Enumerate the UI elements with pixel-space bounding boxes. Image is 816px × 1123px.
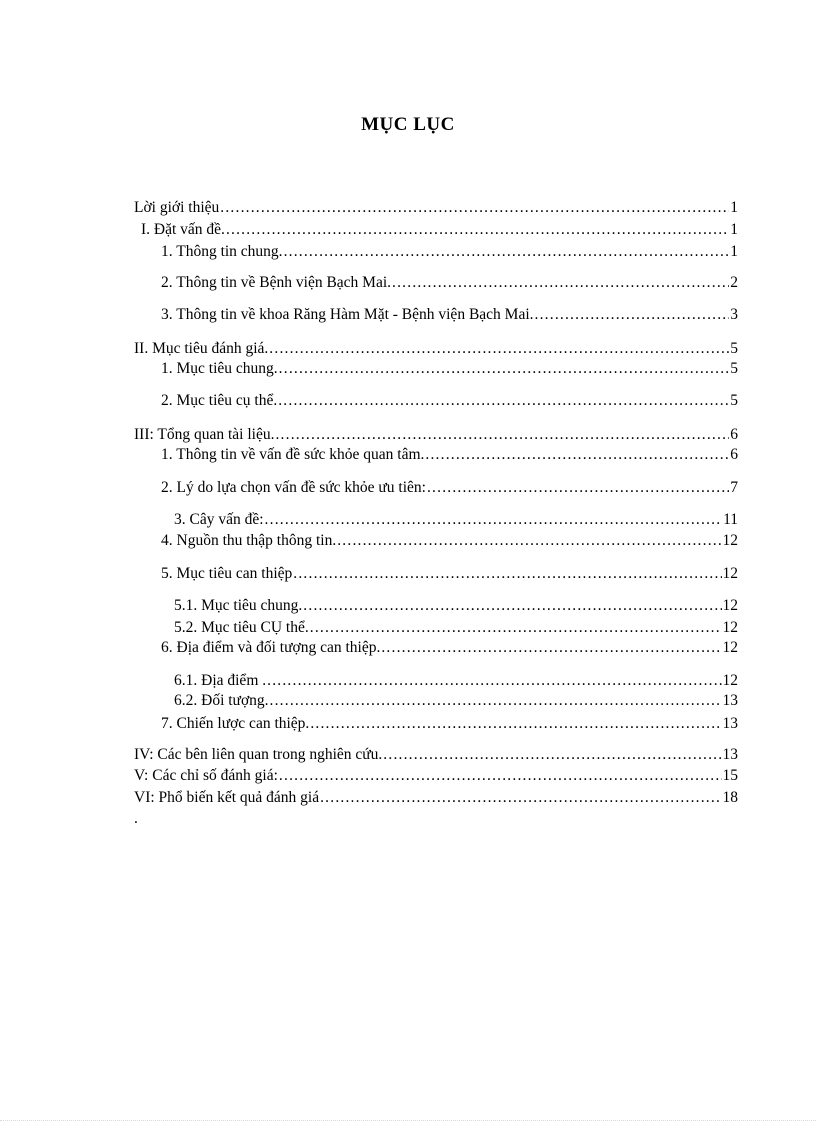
toc-entry — [134, 197, 738, 217]
toc-entry-page: 13 — [722, 692, 738, 709]
toc-entry-page: 3 — [730, 306, 738, 323]
toc-entry — [161, 530, 738, 550]
toc-entry-page: 12 — [722, 565, 738, 582]
toc-entry-label: 1. Thông tin về vấn đề sức khỏe quan tâm. — [161, 446, 425, 463]
toc-leader-dots — [267, 672, 721, 690]
toc-entry-label: 1. Mục tiêu chung. — [161, 360, 278, 377]
toc-leader-dots — [293, 565, 721, 583]
toc-leader-dots — [337, 532, 721, 550]
toc-entry-page: 12 — [722, 597, 738, 614]
toc-entry-label: 7. Chiến lược can thiệp. — [161, 715, 310, 732]
toc-entry-label: 2. Lý do lựa chọn vấn đề sức khỏe ưu tiên: — [161, 479, 426, 496]
toc-entry — [174, 690, 738, 710]
toc-entry — [134, 424, 738, 444]
toc-leader-dots — [269, 340, 729, 358]
page-bottom-rule — [0, 1120, 816, 1121]
toc-leader-dots — [279, 767, 722, 785]
toc-leader-dots — [303, 597, 721, 615]
toc-entry-label: 5. Mục tiêu can thiệp — [161, 565, 293, 582]
toc-entry — [174, 509, 738, 529]
toc-entry-label: 6. Địa điểm và đối tượng can thiệp. — [161, 639, 381, 656]
toc-entry-page: 12 — [722, 672, 738, 689]
toc-entry-label: 2. Thông tin về Bệnh viện Bạch Mai. — [161, 274, 392, 291]
toc-leader-dots — [220, 199, 729, 217]
toc-entry-page: 12 — [722, 532, 738, 549]
toc-leader-dots — [381, 639, 721, 657]
toc-entry-page: 1 — [730, 243, 738, 260]
toc-entry-label: III: Tổng quan tài liệu. — [134, 426, 275, 443]
toc-entry-label: 5.2. Mục tiêu CỤ thể. — [174, 619, 309, 636]
toc-entry-label: 6.1. Địa điểm . — [174, 672, 267, 689]
toc-entry-page: 6 — [730, 426, 738, 443]
toc-entry-page: 11 — [723, 511, 738, 528]
toc-entry — [161, 713, 738, 733]
toc-entry-page: 13 — [722, 715, 738, 732]
toc-entry-label: 2. Mục tiêu cụ thể. — [161, 392, 278, 409]
toc-entry-label: 3. Cây vấn đề: — [174, 511, 264, 528]
toc-leader-dots — [310, 619, 722, 637]
toc-entry-page: 18 — [722, 789, 738, 806]
toc-entry — [161, 444, 738, 464]
toc-entry — [174, 617, 738, 637]
toc-entry-label: 5.1. Mục tiêu chung. — [174, 597, 303, 614]
toc-entry — [161, 390, 738, 410]
toc-entry-page: 13 — [722, 746, 738, 763]
toc-entry-label: II. Mục tiêu đánh giá. — [134, 340, 269, 357]
toc-entry-label: 3. Thông tin về khoa Răng Hàm Mặt - Bệnh viện Bạch Mai. — [161, 306, 534, 323]
toc-entry-label: 4. Nguồn thu thập thông tin. — [161, 532, 337, 549]
toc-entry-page: 6 — [730, 446, 738, 463]
toc-entry — [134, 338, 738, 358]
toc-leader-dots — [310, 715, 721, 733]
toc-entry — [161, 358, 738, 378]
toc-entry-page: 7 — [730, 479, 738, 496]
toc-entry-label: V: Các chỉ số đánh giá: — [134, 767, 278, 784]
toc-entry-label: 1. Thông tin chung. — [161, 243, 283, 260]
toc-entry — [134, 787, 738, 807]
toc-entry — [174, 670, 738, 690]
toc-entry-page: 5 — [730, 340, 738, 357]
toc-entry — [141, 219, 738, 239]
toc-leader-dots — [535, 306, 730, 324]
toc-entry — [174, 595, 738, 615]
toc-entry-page: 1 — [730, 199, 738, 216]
toc-leader-dots — [275, 426, 729, 444]
toc-leader-dots — [425, 446, 729, 464]
toc-leader-dots — [278, 392, 729, 410]
toc-entry-label: I. Đặt vấn đề. — [141, 221, 225, 238]
toc-entry — [161, 304, 738, 324]
toc-entry — [161, 241, 738, 261]
toc-entry-label: VI: Phổ biến kết quả đánh giá — [134, 789, 320, 806]
toc-entry-page: 5 — [730, 360, 738, 377]
toc-entry-label: Lời giới thiệu — [134, 199, 220, 216]
toc-leader-dots — [383, 746, 721, 764]
toc-entry-page: 15 — [722, 767, 738, 784]
toc-title: MỤC LỤC — [361, 114, 455, 135]
toc-entry-page: 5 — [730, 392, 738, 409]
toc-entry-label: 6.2. Đối tượng. — [174, 692, 269, 709]
trailing-period: . — [134, 810, 138, 827]
toc-leader-dots — [392, 274, 729, 292]
toc-entry-label: IV: Các bên liên quan trong nghiên cứu. — [134, 746, 383, 763]
toc-entry — [161, 563, 738, 583]
toc-entry — [161, 477, 738, 497]
toc-leader-dots — [427, 479, 729, 497]
toc-entry-page: 1 — [730, 221, 738, 238]
toc-leader-dots — [270, 692, 722, 710]
toc-entry-page: 12 — [722, 619, 738, 636]
toc-leader-dots — [320, 789, 721, 807]
toc-leader-dots — [284, 243, 730, 261]
toc-entry — [161, 637, 738, 657]
toc-entry-page: 12 — [722, 639, 738, 656]
toc-leader-dots — [279, 360, 730, 378]
toc-entry — [134, 765, 738, 785]
toc-entry — [161, 272, 738, 292]
toc-leader-dots — [226, 221, 729, 239]
toc-leader-dots — [265, 511, 723, 529]
toc-entry — [134, 744, 738, 764]
toc-entry-page: 2 — [730, 274, 738, 291]
